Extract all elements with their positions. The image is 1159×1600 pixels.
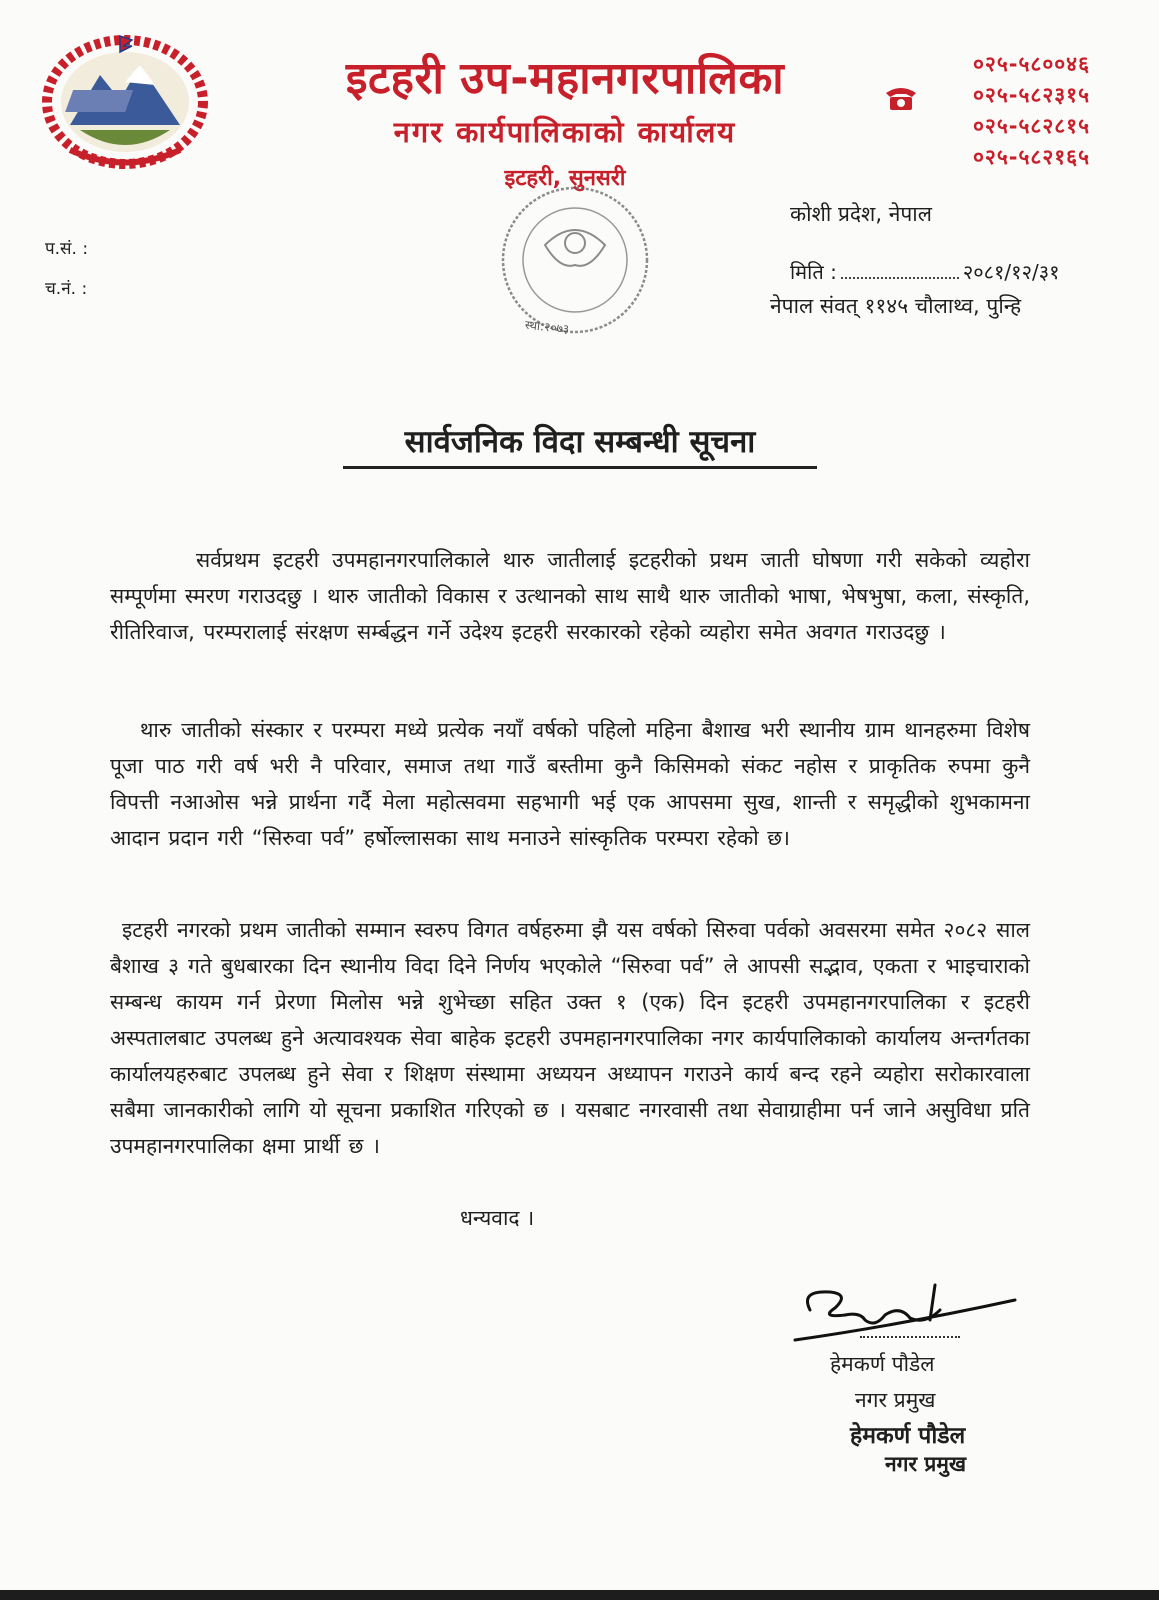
province: कोशी प्रदेश, नेपाल: [790, 202, 932, 226]
phone-number: ०२५-५८२१६५: [973, 145, 1090, 169]
date-label: मिति :: [790, 260, 837, 284]
date-row: [790, 258, 1060, 285]
municipality-emblem-icon: [40, 30, 210, 170]
title-underline: [343, 466, 817, 469]
notice-paragraph-3: इटहरी नगरको प्रथम जातीको सम्मान स्वरुप विगत वर्षहरुमा झै यस वर्षको सिरुवा पर्वको अवसरमा समेत २०८२ साल बैशाख ३ गते बुधबारका दिन स्थानीय विदा दिने निर्णय भएकोले “सिरुवा पर्व” ले आपसी सद्भाव, एकता र भाइचाराको सम्बन्ध कायम गर्न प्रेरणा मिलोस भन्ने शुभेच्छा सहित उक्त १ (एक) दिन इटहरी उपमहानगरपालिका र इटहरी अस्पतालबाट उपलब्ध हुने अत्यावश्यक सेवा बाहेक इटहरी उपमहानगरपालिका नगर कार्यपालिकाको कार्यालय अन्तर्गतका कार्यालयहरुबाट उपलब्ध हुने सेवा र शिक्षण संस्थामा अध्ययन अध्यापन गराउने कार्य बन्द रहने व्यहोरा सरोकारवाला सबैमा जानकारीको लागि यो सूचना प्रकाशित गरिएको छ । यसबाट नगरवासी तथा सेवाग्राहीमा पर्न जाने असुविधा प्रति उपमहानगरपालिका क्षमा प्रार्थी छ ।: [110, 918, 1030, 1158]
notice-title: सार्वजनिक विदा सम्बन्धी सूचना: [404, 424, 756, 460]
signer-name: हेमकर्ण पौडेल: [830, 1352, 935, 1376]
office-location: इटहरी, सुनसरी: [504, 166, 626, 191]
scan-bottom-edge: [0, 1590, 1159, 1600]
phone-number: ०२५-५८००४६: [973, 52, 1090, 76]
notice-paragraph-2: थारु जातीको संस्कार र परम्परा मध्ये प्रत्येक नयाँ वर्षको पहिलो महिना बैशाख भरी स्थानीय ग्राम थानहरुमा विशेष पूजा पाठ गरी वर्ष भरी नै परिवार, समाज तथा गाउँ बस्तीमा कुनै किसिमको संकट नहोस र प्राकृतिक रुपमा कुनै विपत्ती नआओस भन्ने प्रार्थना गर्दै मेला महोत्सवमा सहभागी भई एक आपसमा सुख, शान्ती र समृद्धीको शुभकामना आदान प्रदान गरी “सिरुवा पर्व” हर्षोल्लासका साथ मनाउने सांस्कृतिक परम्परा रहेको छ।: [110, 718, 1030, 850]
date-dotted-line: [841, 277, 959, 279]
title-stamp: नगर प्रमुख: [885, 1452, 967, 1476]
phone-number: ०२५-५८२३१५: [973, 83, 1090, 107]
notice-paragraph-1: सर्वप्रथम इटहरी उपमहानगरपालिकाले थारु जातीलाई इटहरीको प्रथम जाती घोषणा गरी सकेको व्यहोरा सम्पूर्णमा स्मरण गराउदछु । थारु जातीको विकास र उत्थानको साथ साथै थारु जातीको भाषा, भेषभुषा, कला, संस्कृति, रीतिरिवाज, परम्परालाई संरक्षण सर्म्बद्धन गर्ने उदेश्य इटहरी सरकारको रहेको व्यहोरा समेत अवगत गराउदछु ।: [110, 548, 1030, 644]
signer-title: नगर प्रमुख: [855, 1388, 936, 1412]
dispatch-number-label: च.नं. :: [45, 279, 88, 299]
phone-number: ०२५-५८२८१५: [973, 114, 1090, 138]
organization-name: इटहरी उप-महानगरपालिका: [345, 53, 785, 104]
name-stamp: हेमकर्ण पौडेल: [850, 1423, 966, 1449]
date-value: २०८१/१२/३१: [962, 260, 1060, 284]
office-stamp-icon: [490, 175, 660, 345]
office-name: नगर कार्यपालिकाको कार्यालय: [393, 115, 737, 149]
phone-list: [880, 50, 1090, 174]
thanks-text: धन्यवाद ।: [460, 1206, 535, 1230]
nepal-samvat-date: नेपाल संवत् ११४५ चौलाथ्व, पुन्हि: [770, 294, 1022, 318]
signature-dotted-line: [860, 1336, 960, 1338]
letter-number-label: प.सं. :: [45, 239, 89, 259]
stamp-established-year: स्था:२०७३: [524, 317, 570, 337]
